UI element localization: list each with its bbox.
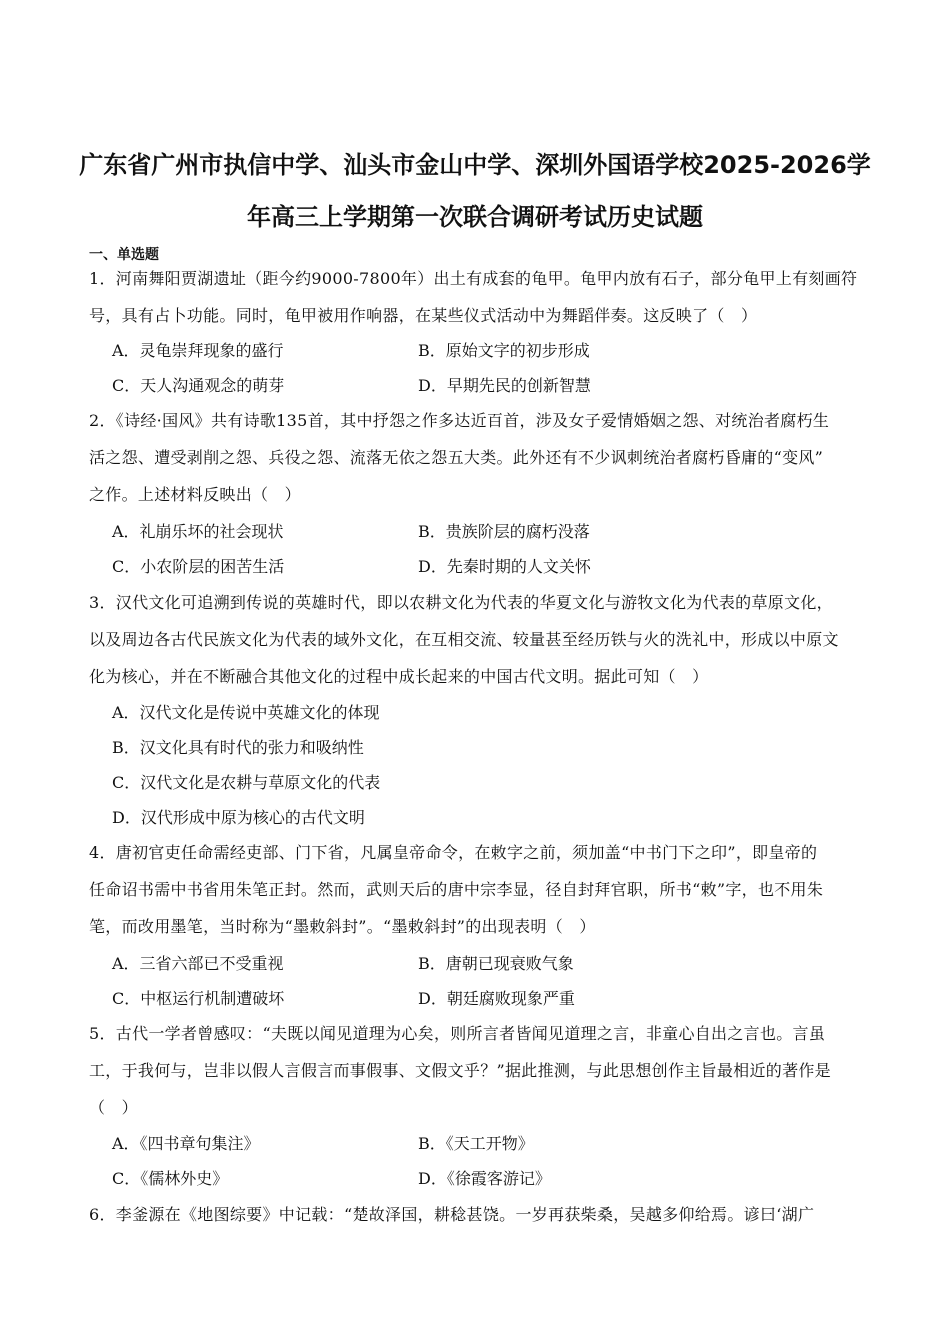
question-4-option-d: D．朝廷腐败现象严重 [418,989,575,1008]
question-2-option-c: C．小农阶层的困苦生活 [112,557,285,576]
question-5-option-b: B．《天工开物》 [418,1134,534,1153]
question-3-line-1: 3．汉代文化可追溯到传说的英雄时代，即以农耕文化为代表的华夏文化与游牧文化为代表的草原文化， [89,593,833,612]
question-2-line-3: 之作。上述材料反映出（ ） [89,485,301,504]
question-1-option-c: C．天人沟通观念的萌芽 [112,376,285,395]
question-2-line-1: 2．《诗经·国风》共有诗歌135首，其中抒怨之作多达近百首，涉及女子爱情婚姻之怨、对统治者腐朽生 [89,411,830,430]
question-3-option-c: C．汉代文化是农耕与草原文化的代表 [112,773,381,792]
question-1-option-a: A．灵龟崇拜现象的盛行 [112,341,284,360]
exam-title-line-1: 广东省广州市执信中学、汕头市金山中学、深圳外国语学校2025-2026学 [79,151,871,179]
exam-title-line-2: 年高三上学期第一次联合调研考试历史试题 [247,203,703,231]
question-5-option-a: A．《四书章句集注》 [112,1134,260,1153]
question-4-line-2: 任命诏书需中书省用朱笔正封。然而，武则天后的唐中宗李显，径自封拜官职，所书“敕”字，也不用朱 [89,880,824,899]
question-5-line-2: 工，于我何与，岂非以假人言假言而事假事、文假文乎？”据此推测，与此思想创作主旨最相近的著作是 [89,1061,831,1080]
question-4-line-3: 笔，而改用墨笔，当时称为“墨敕斜封”。“墨敕斜封”的出现表明（ ） [89,917,596,936]
question-2-option-d: D．先秦时期的人文关怀 [418,557,591,576]
question-1-line-1: 1．河南舞阳贾湖遗址（距今约9000-7800年）出土有成套的龟甲。龟甲内放有石子，部分龟甲上有刻画符 [89,269,858,288]
question-3-option-b: B．汉文化具有时代的张力和吸纳性 [112,738,364,757]
section-heading: 一、单选题 [89,247,159,263]
question-4-option-c: C．中枢运行机制遭破坏 [112,989,285,1008]
question-3-line-3: 化为核心，并在不断融合其他文化的过程中成长起来的中国古代文明。据此可知（ ） [89,667,709,686]
question-5-option-d: D．《徐霞客游记》 [418,1169,551,1188]
question-3-line-2: 以及周边各古代民族文化为代表的域外文化，在互相交流、较量甚至经历铁与火的洗礼中，形成以中原文 [89,630,839,649]
question-4-option-a: A．三省六部已不受重视 [112,954,284,973]
question-3-option-a: A．汉代文化是传说中英雄文化的体现 [112,703,380,722]
question-2-option-b: B．贵族阶层的腐朽没落 [418,522,590,541]
question-2-option-a: A．礼崩乐坏的社会现状 [112,522,284,541]
question-4-line-1: 4．唐初官吏任命需经吏部、门下省，凡属皇帝命令，在敕字之前，须加盖“中书门下之印”，即皇帝的 [89,843,818,862]
question-1-option-d: D．早期先民的创新智慧 [418,376,591,395]
question-1-line-2: 号，具有占卜功能。同时，龟甲被用作响器，在某些仪式活动中为舞蹈伴奏。这反映了（ ） [89,306,758,325]
question-5-line-1: 5．古代一学者曾感叹：“夫既以闻见道理为心矣，则所言者皆闻见道理之言，非童心自出之言也。言虽 [89,1024,826,1043]
question-5-option-c: C．《儒林外史》 [112,1169,229,1188]
question-6-line-1: 6．李釜源在《地图综要》中记载：“楚故泽国，耕稔甚饶。一岁再获柴桑，吴越多仰给焉。谚曰‘湖广 [89,1205,815,1224]
question-2-line-2: 活之怨、遭受剥削之怨、兵役之怨、流落无依之怨五大类。此外还有不少讽刺统治者腐朽昏庸的“变风” [89,448,824,467]
question-5-line-3: （ ） [89,1098,138,1117]
question-4-option-b: B．唐朝已现衰败气象 [418,954,574,973]
question-3-option-d: D．汉代形成中原为核心的古代文明 [112,808,365,827]
question-1-option-b: B．原始文字的初步形成 [418,341,590,360]
